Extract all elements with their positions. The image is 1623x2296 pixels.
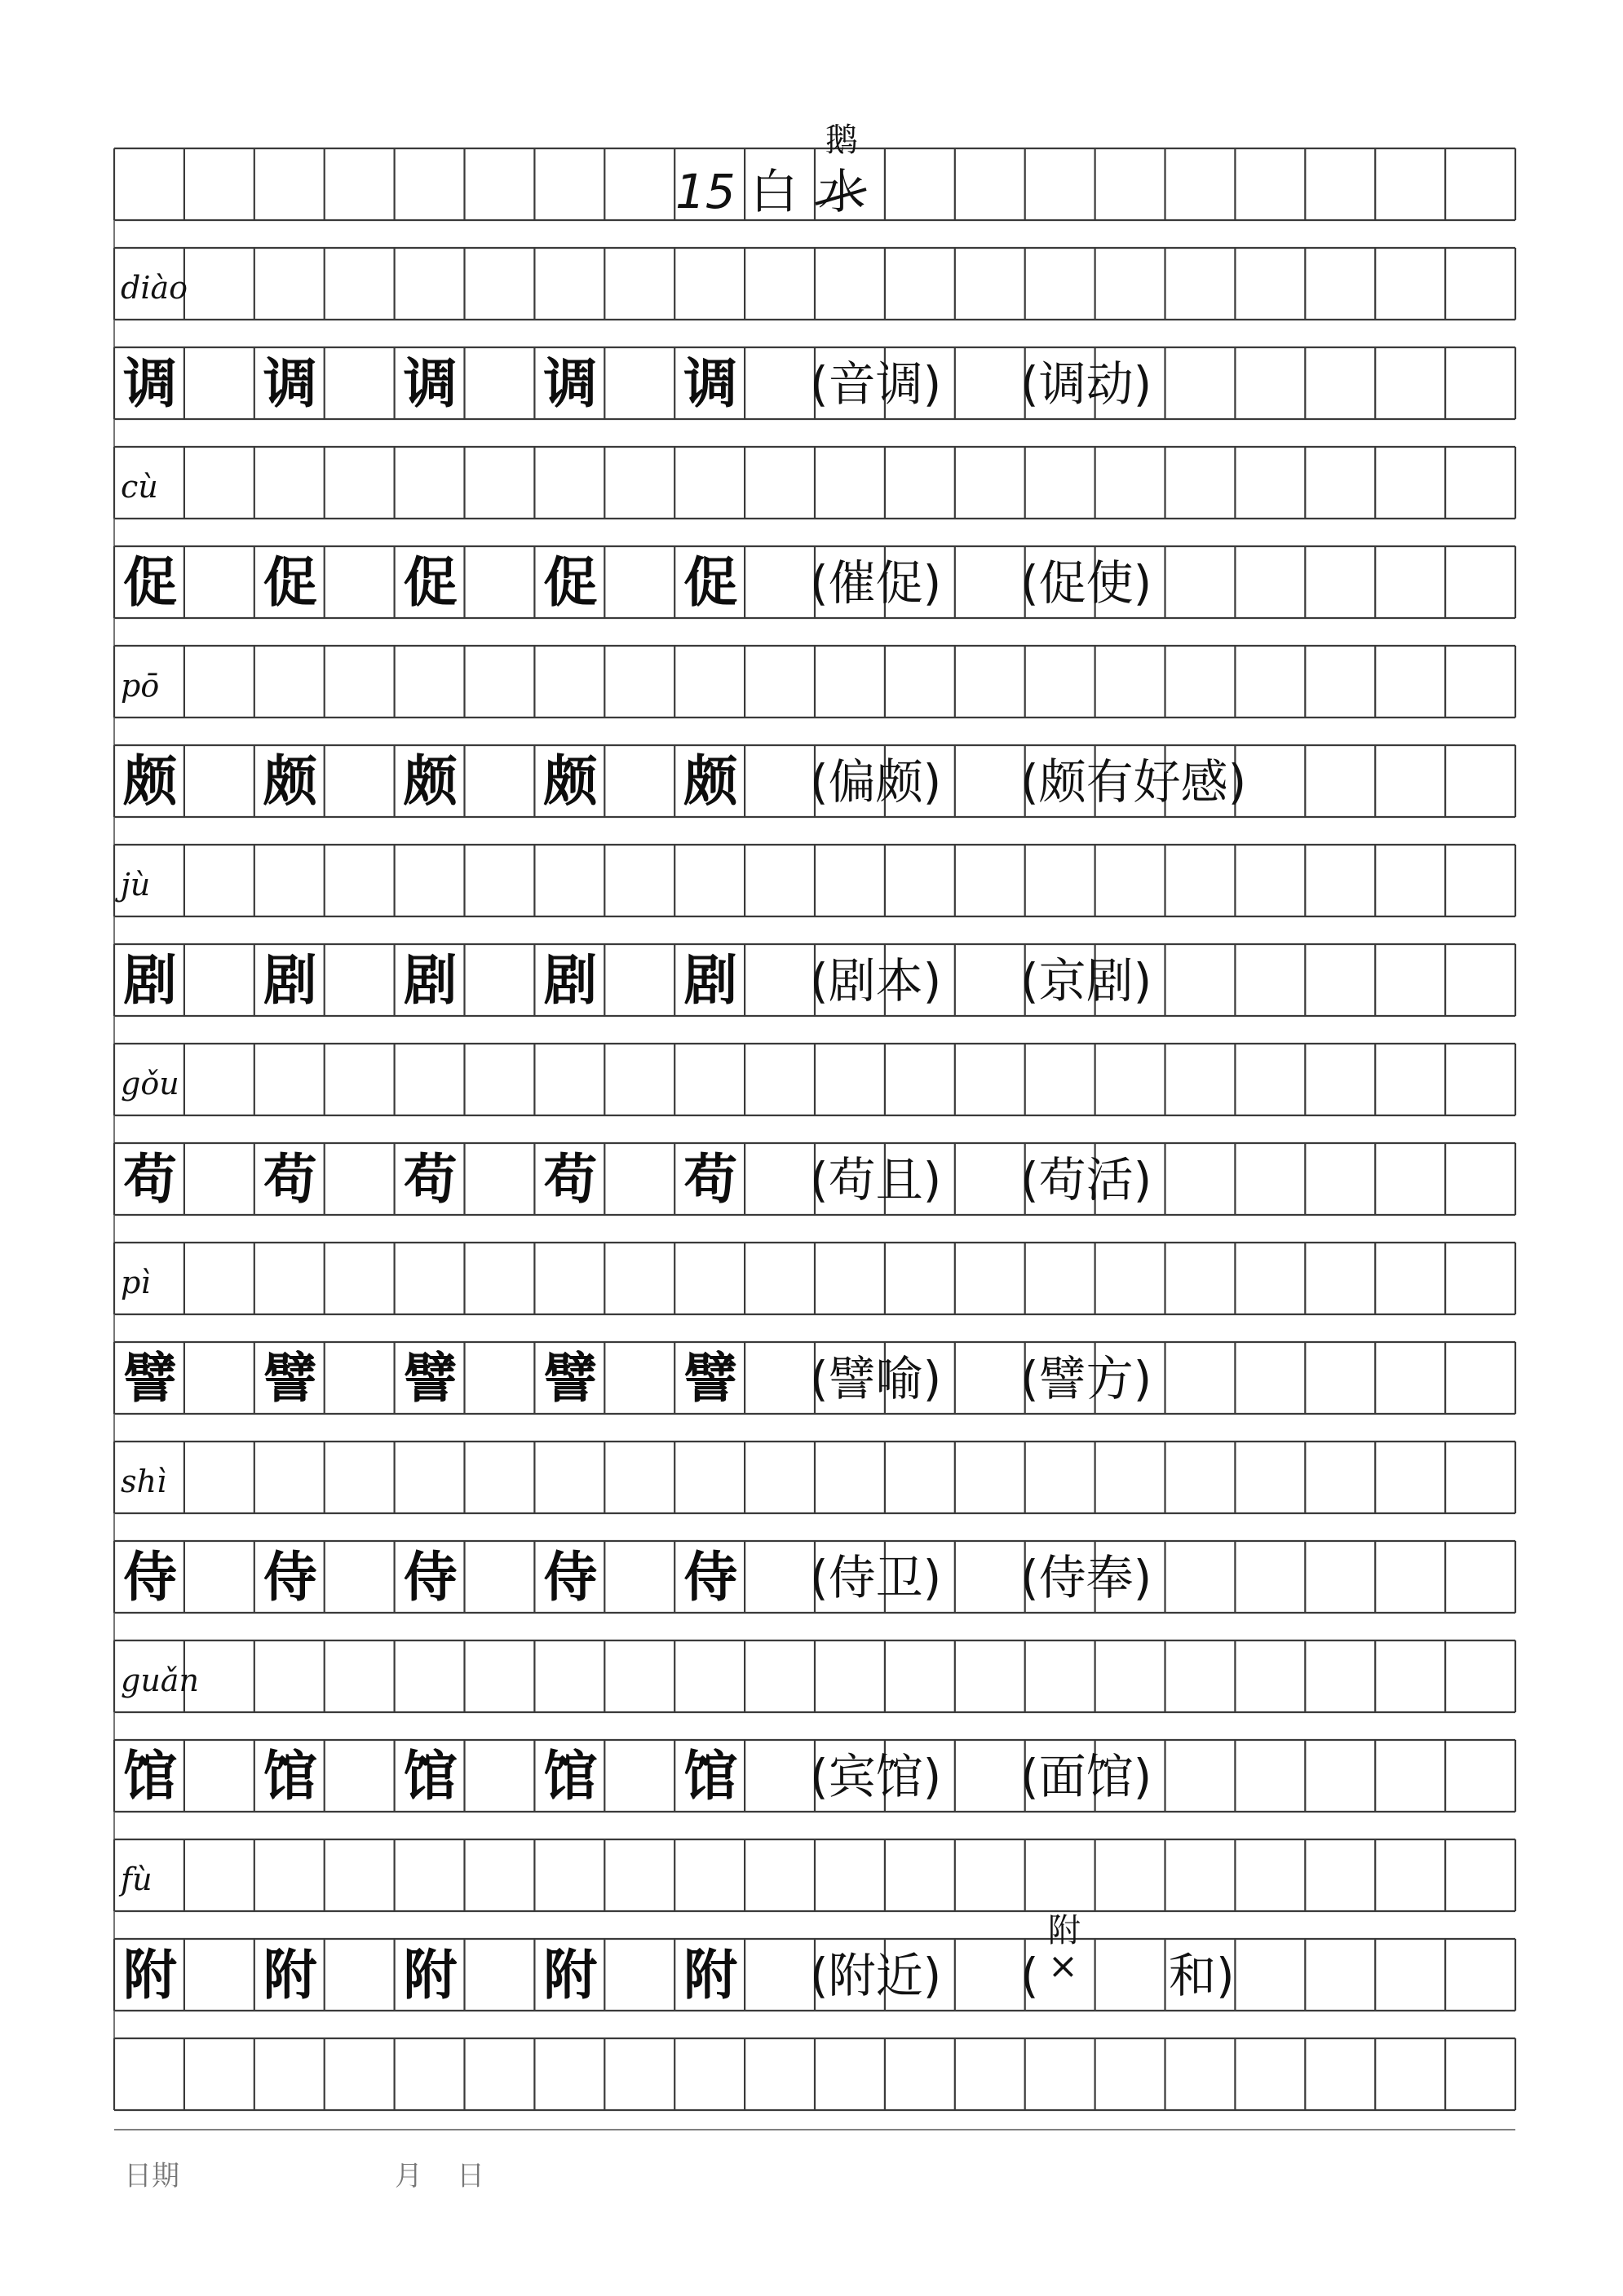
practice-char: 馆 xyxy=(683,1745,738,1808)
practice-char: 剧 xyxy=(263,949,317,1012)
practice-char: 促 xyxy=(263,551,317,614)
example-word: (颇有好感) xyxy=(1020,754,1247,810)
practice-char: 附 xyxy=(683,1944,738,2007)
month-label: 月 xyxy=(395,2160,422,2192)
practice-char: 馆 xyxy=(123,1745,177,1808)
example-word: (附近) xyxy=(810,1948,942,2003)
practice-char: 侍 xyxy=(683,1546,738,1609)
pinyin-label: shì xyxy=(121,1464,167,1499)
practice-char: 剧 xyxy=(403,949,458,1012)
title-number: 15 xyxy=(675,164,736,219)
title-crossed-char: 水 xyxy=(818,164,866,219)
practice-char: 剧 xyxy=(543,949,598,1012)
practice-char: 侍 xyxy=(403,1546,458,1609)
practice-char: 附 xyxy=(543,1944,598,2007)
pinyin-label: gǒu xyxy=(121,1066,179,1102)
practice-char: 苟 xyxy=(543,1148,598,1211)
example-word: 和) xyxy=(1169,1948,1235,2003)
example-word: (苟活) xyxy=(1020,1152,1152,1208)
practice-char: 附 xyxy=(263,1944,317,2007)
practice-char: 促 xyxy=(543,551,598,614)
pinyin-label: diào xyxy=(121,270,188,306)
practice-char: 譬 xyxy=(123,1347,177,1410)
practice-char: 促 xyxy=(123,551,177,614)
example-word: (催促) xyxy=(810,555,942,611)
example-word: (音调) xyxy=(810,356,942,412)
practice-char: 颇 xyxy=(683,750,738,813)
practice-char: 调 xyxy=(123,352,177,415)
pinyin-label: fù xyxy=(121,1861,153,1897)
pinyin-label: cù xyxy=(121,469,158,505)
example-word: ( xyxy=(1020,1948,1039,2003)
practice-char: 剧 xyxy=(683,949,738,1012)
example-word: (侍卫) xyxy=(810,1550,942,1605)
practice-char: 促 xyxy=(403,551,458,614)
practice-char: 调 xyxy=(543,352,598,415)
practice-char: 苟 xyxy=(263,1148,317,1211)
practice-char: 譬 xyxy=(683,1347,738,1410)
practice-char: 譬 xyxy=(263,1347,317,1410)
practice-char: 馆 xyxy=(263,1745,317,1808)
day-label: 日 xyxy=(457,2160,484,2192)
example-word: (譬喻) xyxy=(810,1351,942,1406)
example-word: (苟且) xyxy=(810,1152,942,1208)
example-word: (调动) xyxy=(1020,356,1152,412)
practice-char: 颇 xyxy=(263,750,317,813)
practice-char: 促 xyxy=(683,551,738,614)
practice-char: 馆 xyxy=(543,1745,598,1808)
example-word: (剧本) xyxy=(810,953,942,1009)
practice-char: 颇 xyxy=(123,750,177,813)
practice-char: 侍 xyxy=(543,1546,598,1609)
practice-char: 侍 xyxy=(263,1546,317,1609)
practice-char: 颇 xyxy=(543,750,598,813)
example-word: (侍奉) xyxy=(1020,1550,1152,1605)
title-char: 白 xyxy=(750,164,798,219)
practice-char: 譬 xyxy=(543,1347,598,1410)
pinyin-label: guǎn xyxy=(121,1662,199,1698)
pinyin-label: pì xyxy=(121,1265,151,1300)
practice-char: 调 xyxy=(683,352,738,415)
practice-char: 馆 xyxy=(403,1745,458,1808)
practice-char: 苟 xyxy=(403,1148,458,1211)
practice-char: 苟 xyxy=(123,1148,177,1211)
practice-char: 剧 xyxy=(123,949,177,1012)
practice-char: 调 xyxy=(403,352,458,415)
crossed-mark-icon: × xyxy=(1048,1945,1078,1987)
example-word: (京剧) xyxy=(1020,953,1152,1009)
word-correction: 附 xyxy=(1048,1912,1081,1949)
example-word: (面馆) xyxy=(1020,1749,1152,1804)
title-correction: 鹅 xyxy=(825,121,858,159)
practice-char: 附 xyxy=(403,1944,458,2007)
pinyin-label: jù xyxy=(121,867,151,903)
pinyin-label: pō xyxy=(121,668,160,704)
example-word: (促使) xyxy=(1020,555,1152,611)
practice-char: 苟 xyxy=(683,1148,738,1211)
practice-char: 侍 xyxy=(123,1546,177,1609)
example-word: (偏颇) xyxy=(810,754,942,810)
date-label: 日期 xyxy=(124,2160,179,2192)
practice-char: 譬 xyxy=(403,1347,458,1410)
example-word: (譬方) xyxy=(1020,1351,1152,1406)
example-word: (宾馆) xyxy=(810,1749,942,1804)
practice-char: 附 xyxy=(123,1944,177,2007)
practice-char: 颇 xyxy=(403,750,458,813)
practice-char: 调 xyxy=(263,352,317,415)
